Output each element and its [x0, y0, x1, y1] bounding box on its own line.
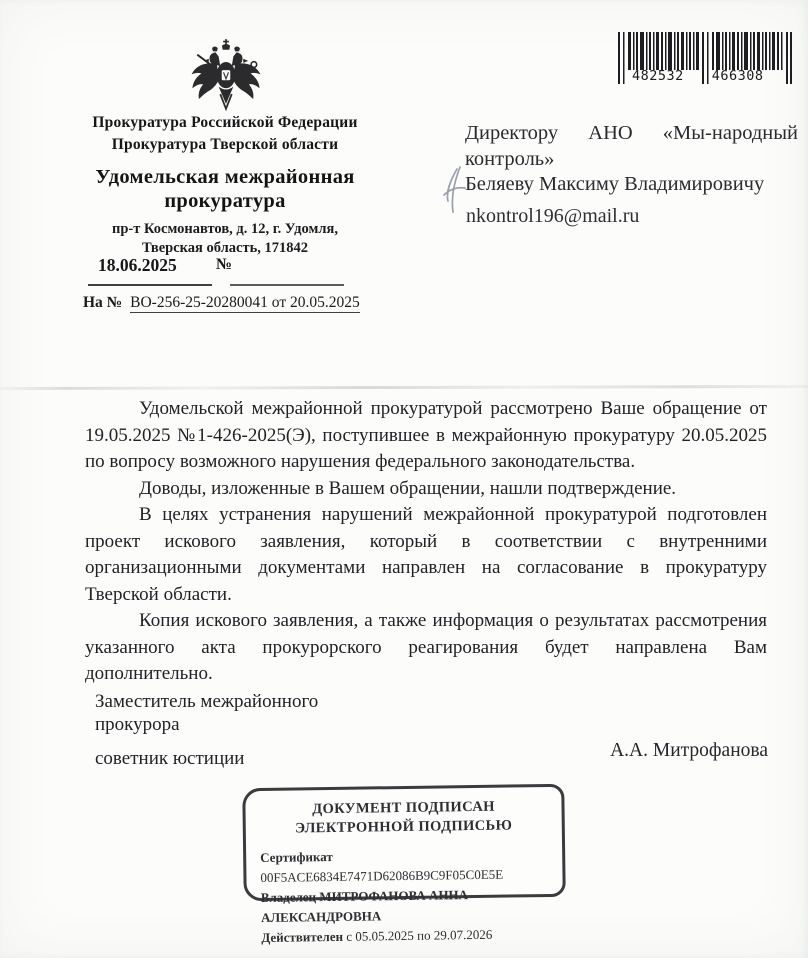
barcode [618, 32, 794, 88]
recipient-organization: Директору АНО «Мы-народный контроль» [465, 122, 798, 170]
number-underline [230, 284, 344, 286]
electronic-signature-stamp [242, 784, 566, 946]
office-address [70, 220, 380, 258]
org-name-line2: Прокуратура Тверской области [111, 136, 339, 153]
address-line2: Тверская область, 171842 [141, 240, 309, 256]
fold-crease [0, 385, 808, 390]
address-line1: пр-т Космонавтов, д. 12, г. Удомля, [112, 221, 338, 237]
stamp-title-line2: ЭЛЕКТРОННОЙ ПОДПИСЬЮ [295, 817, 513, 837]
number-sign: № [216, 256, 233, 273]
signatory-name: А.А. Митрофанова [610, 740, 768, 761]
body-paragraph: Удомельской межрайонной прокуратурой рассмотрено Ваше обращение от 19.05.2025 №1-426-2025(Э), поступившее в межрайонную прокуратуру 20.05.2025 по вопросу возможного нарушения федерального законодательства. [85, 398, 767, 472]
signatory-rank: советник юстиции [95, 748, 245, 769]
office-name: Удомельская межрайонная прокуратура [95, 166, 355, 212]
certificate-value: 00F5ACE6834E7471D62086B9C9F05C0E5E [260, 866, 504, 886]
stamp-title [245, 797, 561, 839]
stamp-title-line1: ДОКУМЕНТ ПОДПИСАН [312, 798, 495, 818]
owner-label: Владелец [260, 889, 317, 906]
recipient-email: nkontrol196@mail.ru [466, 205, 640, 227]
body-paragraph: В целях устранения нарушений межрайонной прокуратурой подготовлен проект искового заявления, который в соответствии с внутренними организационными документами направлен на согласование в прокуратуру Тверской области. [85, 504, 767, 605]
certificate-label: Сертификат [260, 848, 333, 866]
stamp-details [260, 844, 563, 948]
stamp-certificate-row [260, 844, 563, 888]
reference-value: ВО-256-25-20280041 от 20.05.2025 [130, 294, 360, 311]
owner-value: МИТРОФАНОВА АННА АЛЕКСАНДРОВНА [260, 887, 469, 926]
signatory-position: Заместитель межрайонного прокурора [95, 691, 319, 735]
letter-body [85, 396, 767, 688]
stamp-validity-row [261, 924, 563, 948]
validity-label: Действителен [261, 928, 344, 946]
russia-coat-of-arms-icon [185, 36, 267, 116]
stamp-owner-row [261, 884, 564, 928]
issuing-authority [70, 112, 380, 156]
letter-date: 18.06.2025 [98, 255, 177, 275]
reference-line [83, 294, 360, 312]
org-name-line1: Прокуратура Российской Федерации [92, 114, 358, 131]
body-paragraph: Доводы, изложенные в Вашем обращении, нашли подтверждение. [139, 477, 677, 499]
barcode-number-group2: 466308 [711, 68, 764, 84]
reference-label: На № [83, 294, 123, 311]
date-underline [88, 284, 212, 286]
validity-value: с 05.05.2025 по 29.07.2026 [346, 926, 493, 944]
recipient-person: Беляеву Максиму Владимировичу [465, 173, 765, 195]
barcode-number-group1: 482532 [632, 68, 684, 84]
barcode-numbers [618, 68, 794, 84]
body-paragraph: Копия искового заявления, а также информация о результатах рассмотрения указанного акта прокурорского реагирования будет направлена Вам дополнительно. [85, 610, 767, 684]
